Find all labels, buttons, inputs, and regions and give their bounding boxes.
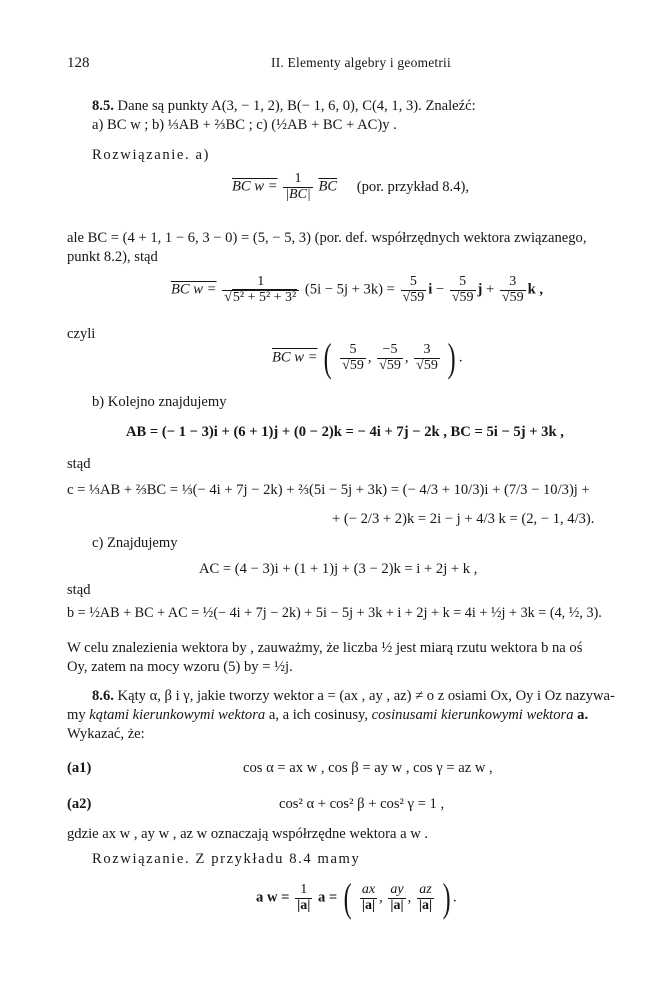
line2-part-c: a, a ich cosinusy,: [265, 707, 372, 723]
final-den-x: |a|: [361, 897, 376, 913]
final-den-y: |a|: [390, 897, 404, 913]
part-c-intro: c) Znajdujemy: [92, 535, 178, 551]
line2-part-b: kątami kierunkowymi wektora: [89, 707, 266, 723]
final-fraction: [295, 883, 312, 913]
part-b-intro: b) Kolejno znajdujemy: [92, 394, 227, 410]
problem-8-5-intro: [92, 98, 476, 115]
final-den-z: |a|: [418, 897, 433, 913]
equation-2: BC w = $\frac{1}{\text{√5² + 5² + 3²}}$ (5i − 5j + 3k) = $\frac{5}{√59}$ i − $\frac{5}{√59}$ j + $\frac{3}{√59}$ k ,: [171, 274, 544, 305]
problem-text: Dane są punkty A(3, − 1, 2), B(− 1, 6, 0), C(4, 1, 3). Znaleźć:: [117, 98, 476, 114]
final-den: |a|: [297, 897, 311, 913]
stad-2: stąd: [67, 582, 91, 598]
final-frac-x: [360, 883, 377, 913]
final-frac-y: [388, 883, 405, 913]
solution-heading: Rozwiązanie. a): [92, 147, 210, 163]
problem-label: 8.5.: [92, 98, 114, 114]
gdzie-text: gdzie ax w , ay w , az w oznaczają współrzędne wektora a w .: [67, 826, 429, 842]
eq2-den: √5² + 5² + 3²: [222, 290, 299, 306]
problem-8-5-parts: a) BC w ; b) ⅓AB + ⅔BC ; c) (½AB + BC + AC)y .: [92, 117, 397, 133]
czyli-text: czyli: [67, 326, 96, 342]
running-title: II. Elementy algebry i geometrii: [271, 55, 451, 70]
equation-4: AB = (− 1 − 3)i + (6 + 1)j + (0 − 2)k = − 4i + 7j − 2k , BC = 5i − 5j + 3k ,: [126, 424, 564, 440]
problem-8-6-line-3: Wykazać, że:: [67, 726, 145, 742]
equation-1: [232, 172, 469, 202]
eq3-a: 5: [349, 341, 357, 357]
eq2-num: 1: [257, 274, 265, 289]
eq2-tail: k ,: [527, 281, 544, 298]
eq2-middle: (5i − 5j + 3k) =: [304, 281, 395, 298]
eq3-b: −5: [382, 341, 398, 357]
equation-3: BC w = ( $\frac{5}{√59}$ , $\frac{-5}{√59}$ , $\frac{3}{√59}$ ) .: [272, 335, 463, 380]
equation-5a: c = ⅓AB + ⅔BC = ⅓(− 4i + 7j − 2k) + ⅔(5i − 5j + 3k) = (− 4/3 + 10/3)i + (7/3 − 10/3)j +: [67, 482, 590, 498]
final-ay: ay: [390, 881, 404, 897]
equation-5b: + (− 2/3 + 2)k = 2i − j + 4/3 k = (2, − 1, 4/3).: [332, 511, 595, 527]
problem-8-6-line-2: [67, 707, 588, 724]
label-a1: (a1): [67, 760, 92, 776]
eq1-rhs: $\overline{BC}$: [318, 178, 338, 195]
text-line-3: W celu znalezienia wektora by , zauważmy, że liczba ½ jest miarą rzutu wektora b na oś: [67, 640, 583, 656]
page-number: 128: [67, 55, 90, 71]
solution-heading-8-6: Rozwiązanie. Z przykładu 8.4 mamy: [92, 851, 361, 867]
eq2-f3-den: 59: [509, 289, 524, 305]
eq3-c-den: 59: [423, 357, 438, 373]
eq1-fraction: [283, 172, 313, 202]
eq2-frac-k: $\frac{3}{√59}$: [501, 274, 524, 305]
line2-part-e: a.: [573, 707, 589, 723]
eq1-note: (por. przykład 8.4),: [356, 178, 470, 195]
equation-7: b = ½AB + BC + AC = ½(− 4i + 7j − 2k) + 5i − 5j + 3k + i + 2j + k = 4i + ½j + 3k = (4, ½, 3).: [67, 605, 602, 621]
eq3-frac-c: $\frac{3}{√59}$: [416, 341, 438, 373]
eq2-f1-den: 59: [410, 289, 425, 305]
eq2-radicand: 5² + 5² + 3²: [232, 289, 297, 305]
text-line-1: ale BC = (4 + 1, 1 − 6, 3 − 0) = (5, − 5, 3) (por. def. współrzędnych wektora związanego,: [67, 230, 587, 246]
eq2-f2-den: 59: [459, 289, 474, 305]
text-line-2: punkt 8.2), stąd: [67, 249, 158, 265]
eq2-frac-i: $\frac{5}{√59}$: [402, 274, 425, 305]
final-frac-z: [417, 883, 434, 913]
final-num: 1: [300, 881, 308, 897]
equation-a2: cos² α + cos² β + cos² γ = 1 ,: [279, 796, 445, 812]
eq1-lhs: BC w =: [232, 178, 278, 195]
stad-1: stąd: [67, 456, 91, 472]
eq2-f3-num: 3: [509, 274, 517, 289]
eq1-den: |BC|: [285, 186, 311, 202]
label-a2: (a2): [67, 796, 92, 812]
eq2-lhs: BC w =: [171, 281, 217, 298]
text-line-4: Oy, zatem na mocy wzoru (5) by = ½j.: [67, 659, 293, 675]
eq2-f1-num: 5: [409, 274, 417, 289]
eq1-num: 1: [294, 171, 302, 186]
equation-a1: cos α = ax w , cos β = ay w , cos γ = az w ,: [243, 760, 493, 776]
final-ax: ax: [361, 881, 376, 897]
eq2-frac-j: $\frac{5}{√59}$: [451, 274, 474, 305]
eq3-a-den: 59: [349, 357, 364, 373]
final-az: az: [419, 881, 432, 897]
line2-part-a: my: [67, 707, 90, 723]
eq3-frac-b: $\frac{-5}{√59}$: [379, 341, 401, 373]
problem-8-6-line-1: [92, 688, 615, 705]
equation-final: a w = $\frac{1}{|a|}$ a = ( $\frac{ax}{|a|}$ , $\frac{ay}{|a|}$ , $\frac{az}{|a|}$ ) .: [256, 875, 457, 920]
final-lhs: a w =: [256, 889, 290, 906]
line2-part-d: cosinusami kierunkowymi wektora: [371, 707, 574, 723]
eq3-c: 3: [423, 341, 431, 357]
problem-label-8-6: 8.6.: [92, 688, 114, 704]
eq2-f2-num: 5: [459, 274, 467, 289]
eq3-lhs: BC w =: [272, 349, 318, 366]
eq3-frac-a: $\frac{5}{√59}$: [342, 341, 364, 373]
equation-6: AC = (4 − 3)i + (1 + 1)j + (3 − 2)k = i + 2j + k ,: [199, 561, 478, 577]
eq3-b-den: 59: [386, 357, 401, 373]
problem-8-6-text: Kąty α, β i γ, jakie tworzy wektor a = (ax , ay , az) ≠ o z osiami Ox, Oy i Oz nazywa-: [117, 688, 615, 704]
eq2-fraction: [222, 275, 299, 305]
final-a: a =: [317, 889, 338, 906]
